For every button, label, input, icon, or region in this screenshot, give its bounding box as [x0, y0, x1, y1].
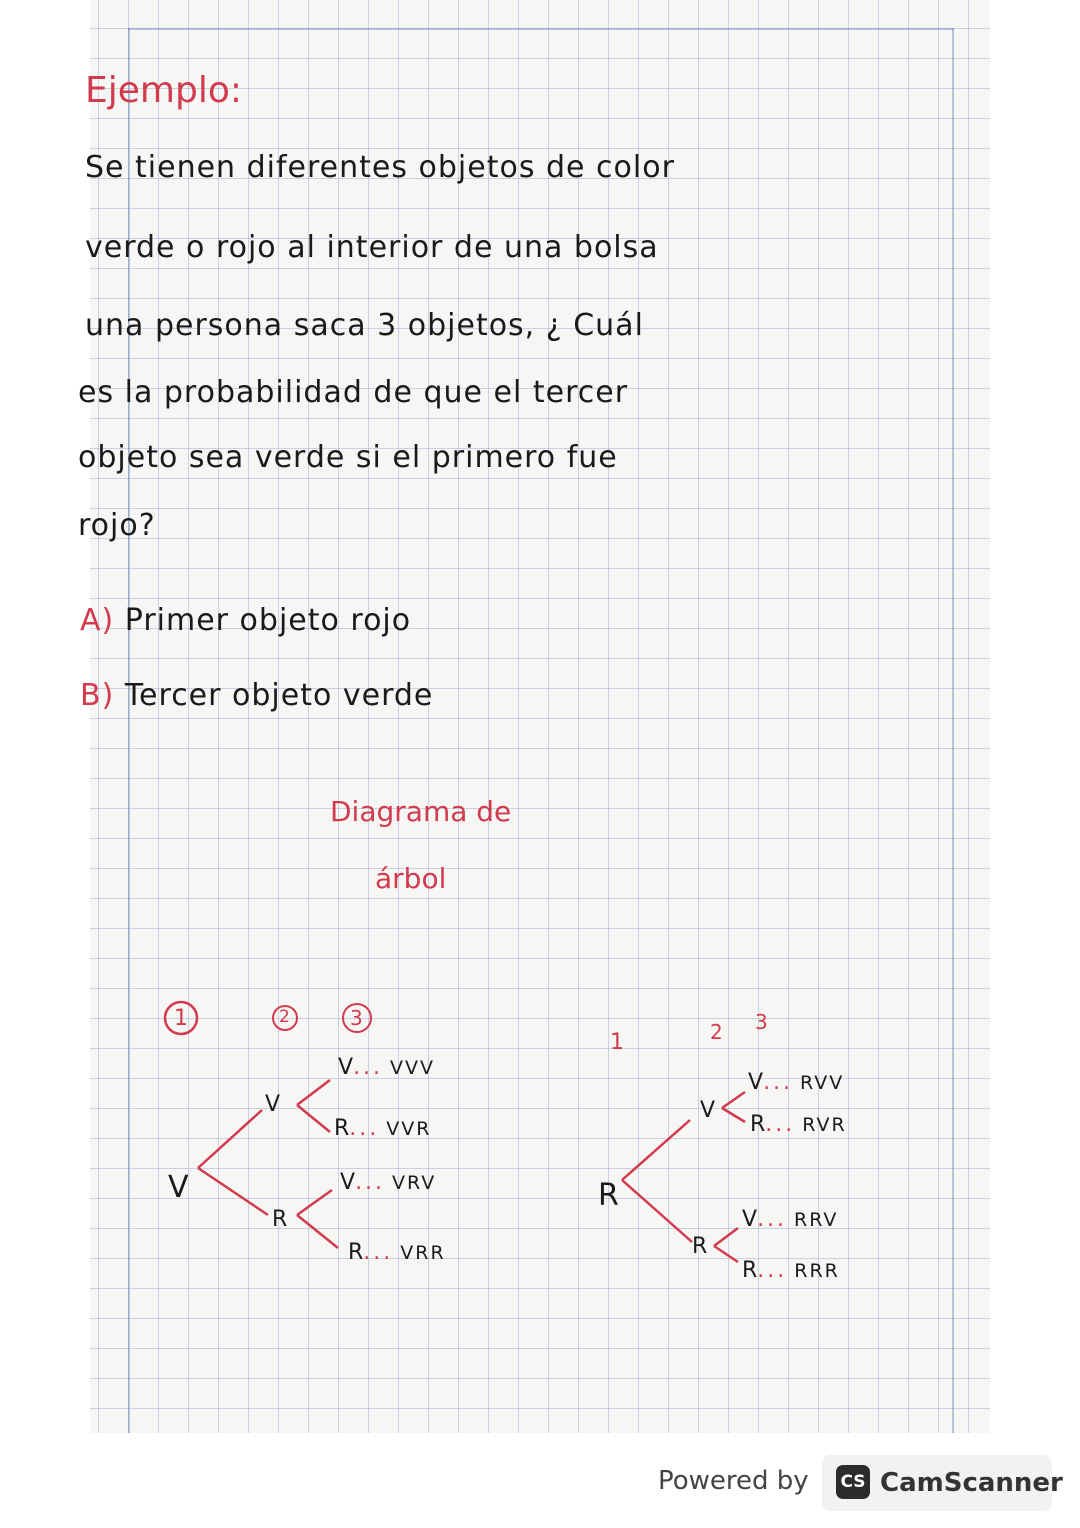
right-leaf-row-1: V... RVV: [748, 1070, 845, 1095]
left-root-node: V: [168, 1170, 189, 1205]
branch-right-root-r: [622, 1180, 692, 1242]
diagram-title-line-1: Diagrama de: [330, 795, 512, 828]
step-label-1: 1: [174, 1006, 188, 1031]
right-leaf-row-2: R... RVR: [750, 1112, 847, 1137]
left-level2-r: R: [272, 1207, 288, 1232]
question-line-2: verde o rojo al interior de una bolsa: [85, 230, 659, 265]
right-leaf-row-4: R... RRR: [742, 1258, 840, 1283]
right-step-label-2: 2: [710, 1020, 723, 1044]
left-leaf-row-2: R... VVR: [334, 1116, 432, 1141]
left-leaf-row-4: R... VRR: [348, 1240, 446, 1265]
question-line-5: objeto sea verde si el primero fue: [78, 440, 618, 475]
branch-left-root-v: [198, 1110, 262, 1168]
branch-right-v-r: [722, 1108, 745, 1122]
left-leaf-row-1: V... VVV: [338, 1055, 436, 1080]
question-line-6: rojo?: [78, 508, 156, 543]
right-root-node: R: [598, 1178, 619, 1213]
right-leaf-row-3: V... RRV: [742, 1207, 839, 1232]
right-step-label-3: 3: [755, 1010, 768, 1034]
question-line-4: es la probabilidad de que el tercer: [78, 375, 629, 410]
question-line-3: una persona saca 3 objetos, ¿ Cuál: [85, 308, 644, 343]
right-level2-r: R: [692, 1234, 708, 1259]
left-level2-v: V: [265, 1092, 281, 1117]
branch-left-v-r: [297, 1105, 330, 1132]
branch-left-v-v: [297, 1080, 330, 1105]
right-step-label-1: 1: [610, 1030, 624, 1055]
event-a: A) Primer objeto rojo: [80, 603, 412, 638]
left-leaf-row-3: V... VRV: [340, 1170, 437, 1195]
branch-right-r-r: [714, 1246, 738, 1262]
camscanner-brand: CamScanner: [880, 1468, 1063, 1498]
camscanner-logo-icon: CS: [836, 1465, 870, 1499]
branch-right-v-v: [722, 1092, 745, 1108]
example-title: Ejemplo:: [85, 70, 242, 111]
branch-left-r-r: [297, 1215, 338, 1248]
branch-right-r-v: [714, 1228, 738, 1246]
event-b: B) Tercer objeto verde: [80, 678, 434, 713]
question-line-1: Se tienen diferentes objetos de color: [85, 150, 675, 185]
diagram-title-line-2: árbol: [375, 862, 447, 895]
powered-by-text: Powered by: [658, 1466, 809, 1496]
right-level2-v: V: [700, 1098, 716, 1123]
branch-right-root-v: [622, 1120, 690, 1180]
branch-left-root-r: [198, 1168, 268, 1215]
branch-left-r-v: [297, 1190, 332, 1215]
step-label-3: 3: [350, 1006, 363, 1030]
step-label-2: 2: [279, 1007, 290, 1027]
